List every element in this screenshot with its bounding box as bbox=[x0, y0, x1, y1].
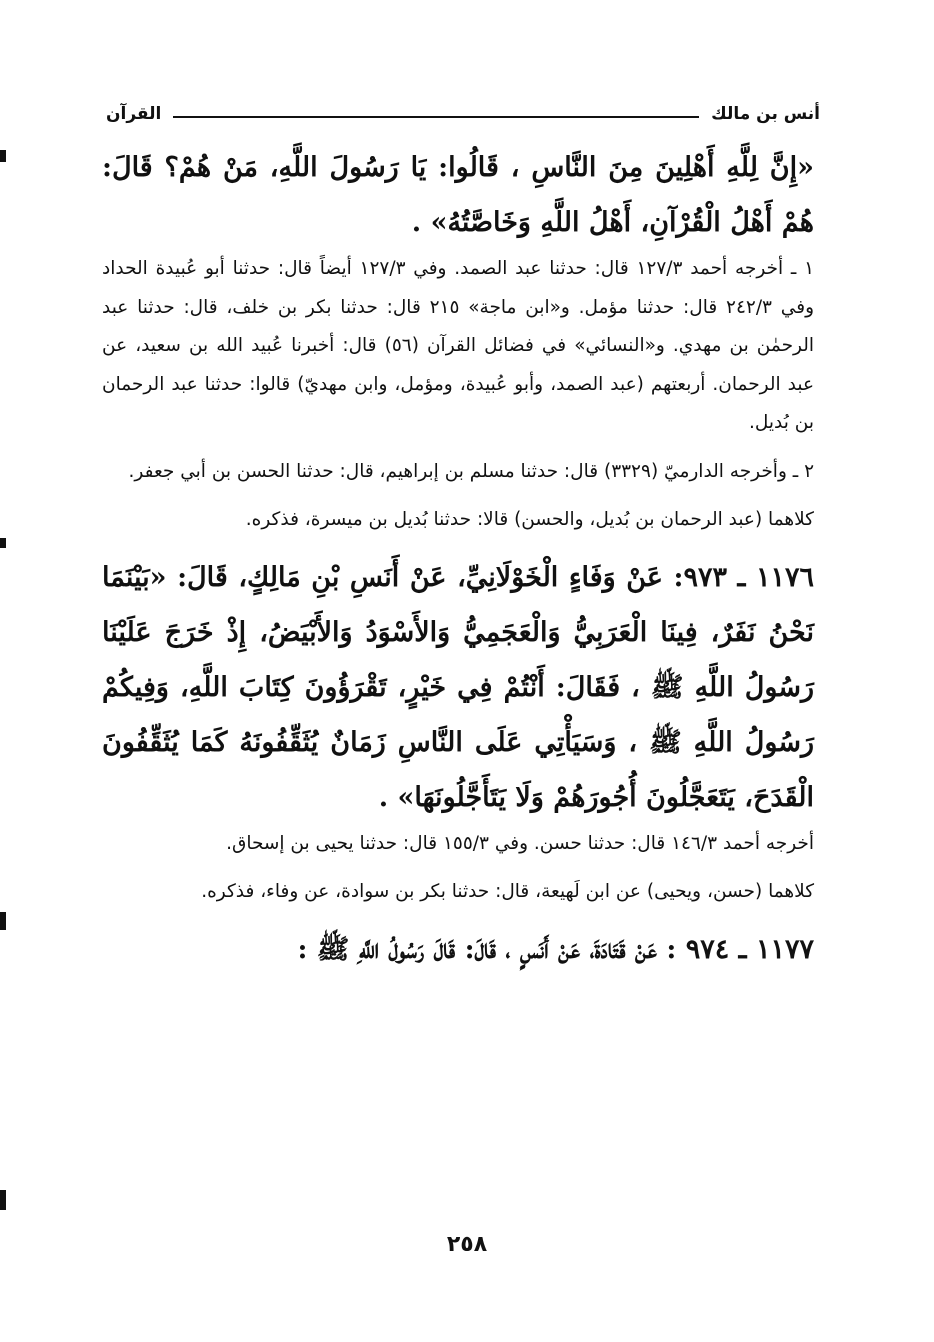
page-body bbox=[102, 140, 814, 977]
takhrij-note: ٢ ـ وأخرجه الدارميّ (٣٣٢٩) قال: حدثنا مسلم بن إبراهيم، قال: حدثنا الحسن بن أبي جعفر. bbox=[128, 460, 814, 482]
scan-edge-mark bbox=[0, 1190, 6, 1210]
hadith-text: ١١٧٦ ـ ٩٧٣: عَنْ وَفَاءٍ الْخَوْلَانِيِّ، عَنْ أَنَسِ بْنِ مَالِكٍ، قَالَ: «بَيْنَمَا نَحْنُ نَفَرٌ، فِينَا الْعَرَبِيُّ وَالْعَجَمِيُّ وَالأَسْوَدُ وَالأَبْيَضُ، إِذْ خَرَجَ عَلَيْنَا رَسُولُ اللَّهِ ﷺ ، فَقَالَ: أَنْتُمْ فِي خَيْرٍ، تَقْرَؤُونَ كِتَابَ اللَّهِ، وَفِيكُمْ رَسُولُ اللَّهِ ﷺ ، وَسَيَأْتِي عَلَى النَّاسِ زَمَانٌ يُثَقِّفُونَهُ كَمَا يُثَقِّفُونَ الْقَدَحَ، يَتَعَجَّلُونَ أُجُورَهُمْ وَلَا يَتَأَجَّلُونَهَا» . bbox=[102, 561, 814, 813]
scan-edge-mark bbox=[0, 538, 6, 548]
header-rule bbox=[173, 116, 699, 118]
takhrij-note: ١ ـ أخرجه أحمد ١٢٧/٣ قال: حدثنا عبد الصمد. وفي ١٢٧/٣ أيضاً قال: حدثنا أبو عُبيدة الحداد وفي ٢٤٢/٣ قال: حدثنا مؤمل. و«ابن ماجة» ٢١٥ قال: حدثنا بكر بن خلف، قال: حدثنا عبد الرحمٰن بن مهدي. و«النسائي» في فضائل القرآن (٥٦) قال: أخبرنا عُبيد الله بن سعيد، عن عبد الرحمان. أربعتهم (عبد الصمد، وأبو عُبيدة، ومؤمل، وابن مهديّ) قالوا: حدثنا عبد الرحمان بن بُديل. bbox=[102, 258, 815, 433]
running-header bbox=[106, 96, 820, 132]
header-chapter-title: أنس بن مالك bbox=[711, 104, 820, 124]
hadith-text: ١١٧٧ ـ ٩٧٤ : عَنْ قَتَادَةَ، عَنْ أَنَسٍ ، قَالَ: قَالَ رَسُولُ اللَّهِ ﷺ : bbox=[297, 933, 814, 965]
scan-edge-mark bbox=[0, 912, 6, 930]
page-number: ٢٥٨ bbox=[446, 1232, 488, 1257]
takhrij-note: كلاهما (حسن، ويحيى) عن ابن لَهيعة، قال: حدثنا بكر بن سوادة، عن وفاء، فذكره. bbox=[201, 881, 814, 902]
scan-edge-mark bbox=[0, 150, 6, 162]
takhrij-note: كلاهما (عبد الرحمان بن بُديل، والحسن) قالا: حدثنا بُديل بن ميسرة، فذكره. bbox=[245, 509, 814, 530]
takhrij-note: أخرجه أحمد ١٤٦/٣ قال: حدثنا حسن. وفي ١٥٥/٣ قال: حدثنا يحيى بن إسحاق. bbox=[226, 832, 814, 854]
header-section-title: القرآن bbox=[106, 104, 162, 124]
hadith-text: «إِنَّ لِلَّهِ أَهْلِينَ مِنَ النَّاسِ ، قَالُوا: يَا رَسُولَ اللَّهِ، مَنْ هُمْ؟ قَالَ: هُمْ أَهْلُ الْقُرْآنِ، أَهْلُ اللَّهِ وَخَاصَّتُهُ» . bbox=[102, 152, 814, 238]
